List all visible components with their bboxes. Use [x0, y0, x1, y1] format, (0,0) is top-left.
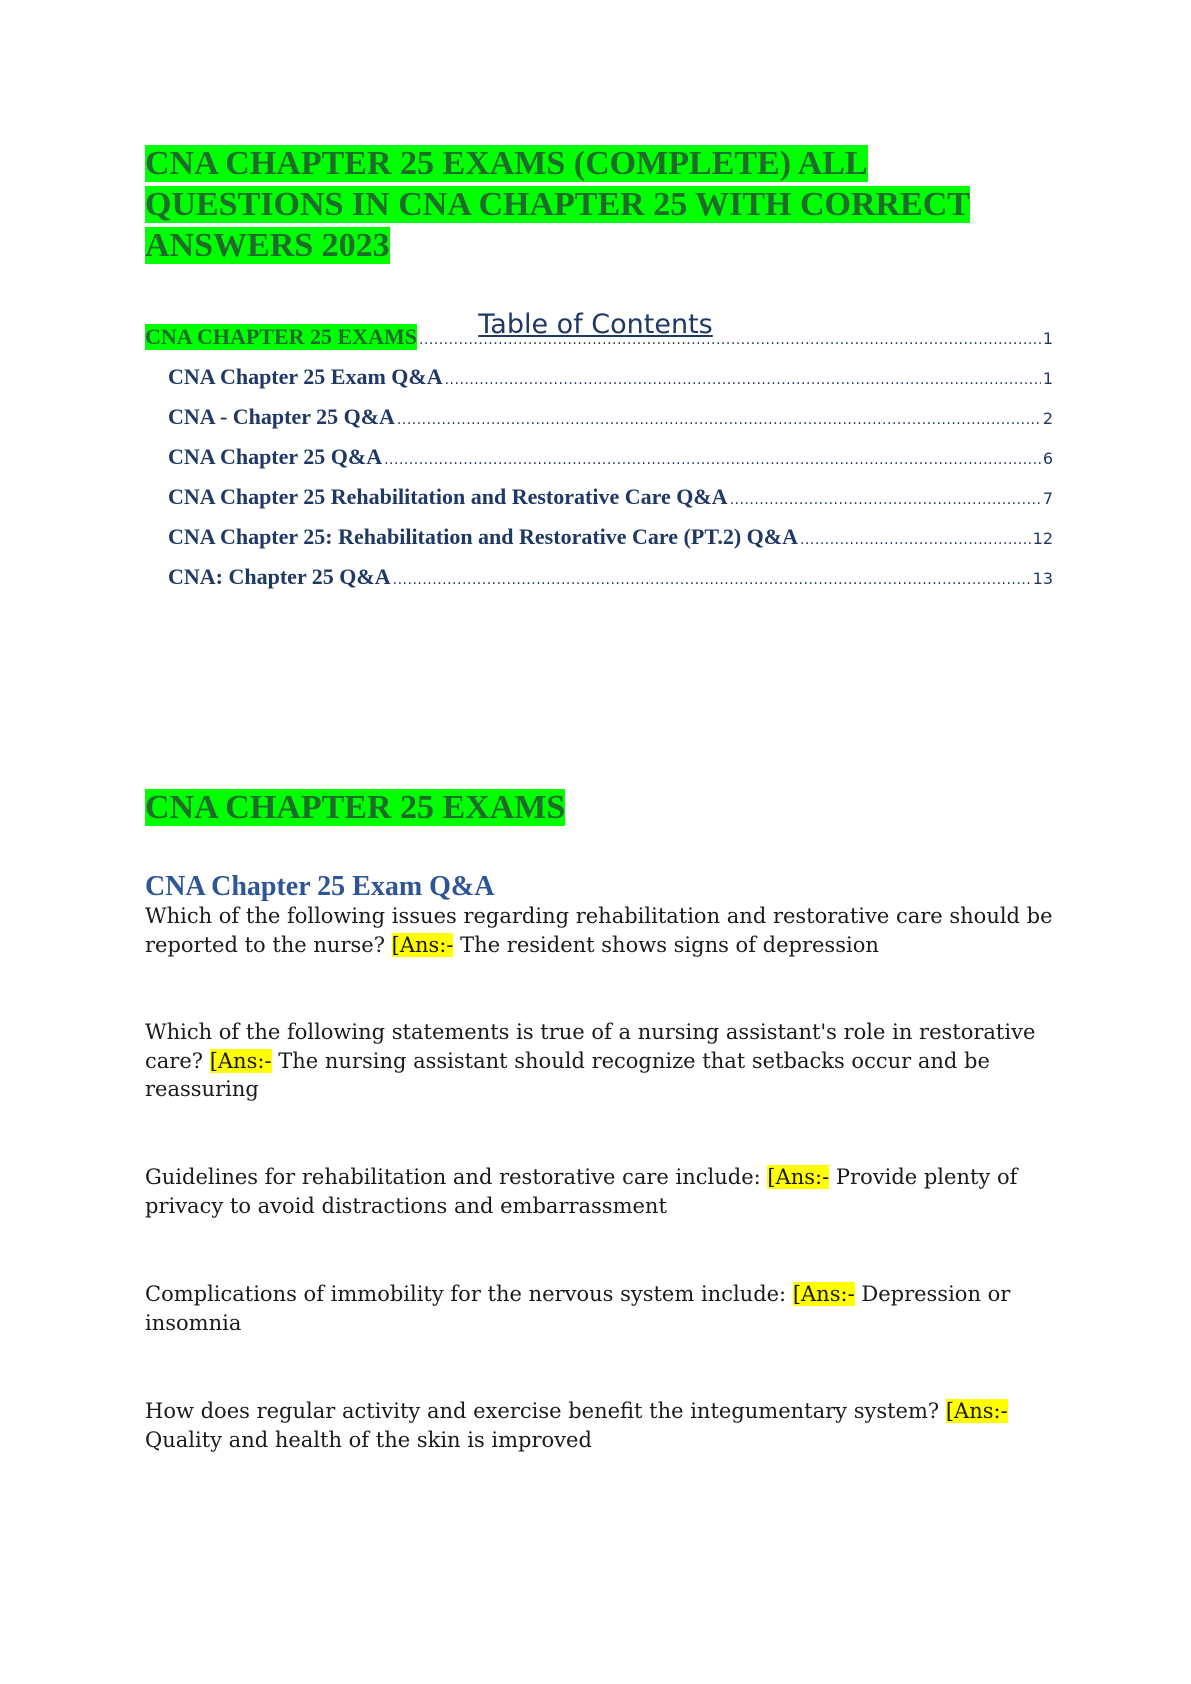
toc-leader-dots [730, 492, 1041, 508]
answer-marker: [Ans:- [792, 1282, 855, 1306]
toc-entry[interactable] [168, 444, 1053, 470]
toc-entry[interactable] [168, 564, 1053, 590]
answer-text: The resident shows signs of depression [460, 932, 879, 957]
answer-marker: [Ans:- [391, 932, 454, 957]
toc-heading: Table of Contents [478, 309, 713, 340]
document-title [145, 143, 1065, 266]
qa-item [145, 1163, 1065, 1220]
toc-leader-dots [384, 452, 1041, 468]
toc-entry-label: CNA Chapter 25 Exam Q&A [168, 364, 443, 389]
toc-entry-label: CNA CHAPTER 25 EXAMS [145, 324, 417, 349]
toc-entry-label: CNA Chapter 25: Rehabilitation and Restorative Care (PT.2) Q&A [168, 524, 799, 549]
toc-entry-label: CNA: Chapter 25 Q&A [168, 564, 391, 589]
toc-leader-dots [445, 372, 1041, 388]
toc-entry[interactable] [168, 364, 1053, 390]
toc-leader-dots [800, 532, 1031, 548]
toc-page-number: 12 [1032, 529, 1053, 548]
toc-page-number: 1 [1042, 369, 1053, 388]
toc-page-number: 7 [1042, 489, 1053, 508]
qa-item [145, 902, 1065, 959]
section-title-text: CNA CHAPTER 25 EXAMS [145, 789, 566, 826]
question-text: Which of the following statements is true of a nursing assistant's role in restorative care? [145, 1020, 1036, 1073]
answer-text: The nursing assistant should recognize that setbacks occur and be reassuring [145, 1048, 990, 1101]
section-subtitle: CNA Chapter 25 Exam Q&A [145, 871, 495, 902]
toc-leader-dots [397, 412, 1041, 428]
toc-entry[interactable] [168, 404, 1053, 430]
toc-page-number: 13 [1032, 569, 1053, 588]
toc-entry[interactable] [145, 324, 1053, 350]
question-text: Guidelines for rehabilitation and restorative care include: [145, 1165, 761, 1189]
question-text: Which of the following issues regarding rehabilitation and restorative care should be reported to the nurse? [145, 904, 1053, 957]
question-text: How does regular activity and exercise benefit the integumentary system? [145, 1399, 940, 1423]
answer-marker: [Ans:- [945, 1399, 1008, 1423]
document-title-text: CNA CHAPTER 25 EXAMS (COMPLETE) ALL QUESTIONS IN CNA CHAPTER 25 WITH CORRECT ANSWERS 2023 [145, 145, 970, 264]
qa-item [145, 1280, 1065, 1337]
toc-page-number: 2 [1042, 409, 1053, 428]
answer-marker: [Ans:- [209, 1048, 272, 1073]
toc-page-number: 1 [1042, 329, 1053, 348]
toc-leader-dots [419, 332, 1041, 348]
question-text: Complications of immobility for the nervous system include: [145, 1282, 787, 1306]
toc-entry[interactable] [168, 484, 1053, 510]
toc-entry-label: CNA - Chapter 25 Q&A [168, 404, 395, 429]
section-title [145, 788, 565, 828]
toc-entry-label: CNA Chapter 25 Rehabilitation and Restorative Care Q&A [168, 484, 728, 509]
answer-text: Provide plenty of privacy to avoid distractions and embarrassment [145, 1165, 1018, 1218]
answer-text: Depression or insomnia [145, 1282, 1011, 1335]
qa-item [145, 1397, 1065, 1454]
toc-page-number: 6 [1042, 449, 1053, 468]
toc-leader-dots [393, 572, 1031, 588]
answer-text: Quality and health of the skin is improved [145, 1427, 592, 1452]
toc-entry-label: CNA Chapter 25 Q&A [168, 444, 383, 469]
qa-item [145, 1018, 1065, 1104]
answer-marker: [Ans:- [767, 1165, 830, 1189]
toc-entry[interactable] [168, 524, 1053, 550]
